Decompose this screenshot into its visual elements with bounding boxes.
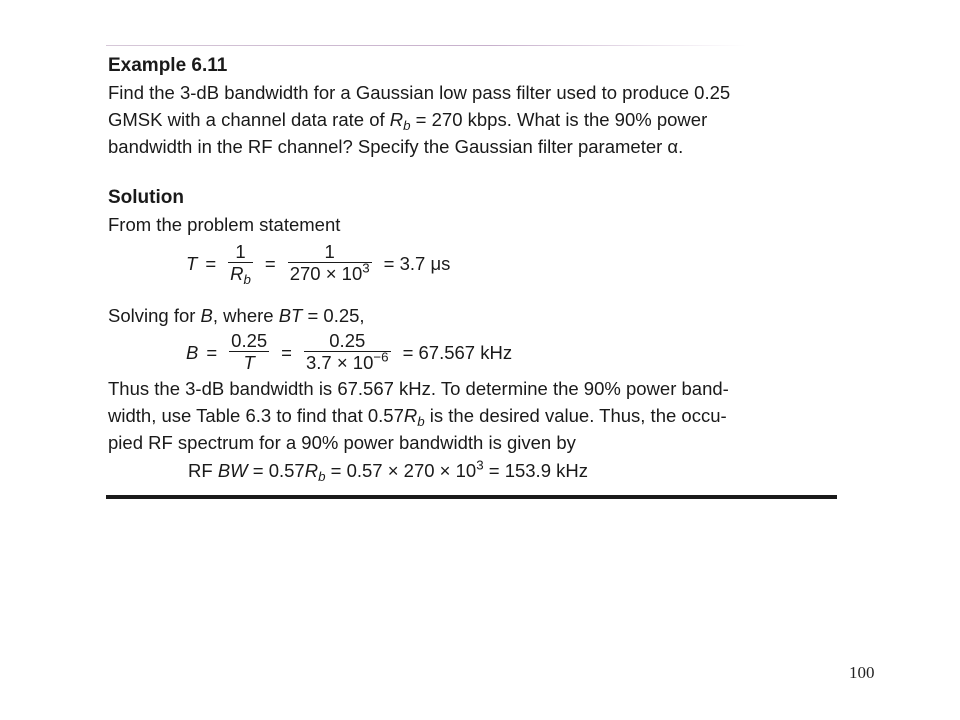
fraction: [228, 242, 253, 285]
thus-text: width, use Table 6.3 to find that 0.57: [108, 405, 404, 426]
top-rule: [106, 45, 746, 46]
solution-intro: From the problem statement: [108, 214, 341, 235]
eq-lhs: B: [186, 341, 199, 363]
solving-line: [108, 302, 838, 329]
problem-text: .: [678, 136, 684, 157]
eq-lhs: T: [186, 252, 198, 274]
eq-result: = 153.9 kHz: [483, 460, 588, 481]
fraction: [288, 242, 372, 285]
var-r: R: [230, 262, 244, 284]
problem-text: Find the 3-dB bandwidth for a Gaussian low pass filter used to produce 0.25: [108, 82, 731, 103]
equation-bandwidth: [108, 329, 838, 375]
solving-text: Solving for: [108, 305, 201, 326]
eq-text: = 0.57: [247, 460, 305, 481]
fraction: [304, 331, 391, 374]
solving-text: , where: [212, 305, 279, 326]
denominator: T: [243, 351, 255, 373]
eq-sign: =: [264, 252, 276, 274]
alpha-symbol: α: [667, 136, 679, 157]
thus-line-3: pied RF spectrum for a 90% power bandwidth is given by: [108, 432, 576, 453]
problem-line-3: [108, 133, 838, 160]
var-bt: BT: [278, 305, 303, 326]
problem-text: GMSK with a channel data rate of: [108, 109, 390, 130]
sub-b: b: [417, 413, 425, 429]
eq-result: = 67.567 kHz: [402, 341, 513, 363]
numerator: 0.25: [304, 331, 391, 352]
bottom-rule: [106, 495, 837, 499]
example-heading: Example 6.11: [108, 55, 228, 76]
problem-text: = 270 kbps. What is the 90% power: [410, 109, 708, 130]
page-number: 100: [849, 663, 875, 682]
eq-sign: =: [206, 341, 218, 363]
solving-text: = 0.25,: [302, 305, 365, 326]
thus-line-2: [108, 402, 838, 429]
var-bw: BW: [217, 460, 248, 481]
den-text: 3.7 × 10: [305, 351, 374, 373]
problem-text: bandwidth in the RF channel? Specify the Gaussian filter parameter: [108, 136, 668, 157]
denominator: [304, 349, 391, 374]
denominator: [228, 263, 253, 285]
sub-b: b: [403, 117, 411, 133]
exponent: 3: [476, 457, 484, 473]
numerator: 1: [288, 242, 372, 263]
problem-line-1: [108, 79, 838, 106]
exponent: 3: [362, 260, 370, 276]
eq-result: = 3.7 μs: [383, 252, 451, 274]
eq-sign: =: [281, 341, 292, 363]
var-b: B: [200, 305, 213, 326]
numerator: 1: [228, 242, 253, 263]
den-text: 270 × 10: [289, 262, 363, 284]
sub-b: b: [243, 271, 251, 287]
equation-period: [108, 238, 838, 288]
example-body: [108, 52, 838, 486]
exponent: −6: [373, 349, 389, 365]
thus-line-1: Thus the 3-dB bandwidth is 67.567 kHz. To determine the 90% power band-: [108, 378, 729, 399]
sub-b: b: [318, 468, 326, 484]
problem-line-2: [108, 106, 838, 133]
var-r: R: [403, 405, 418, 426]
equation-rf-bandwidth: [108, 456, 838, 486]
eq-text: = 0.57 × 270 × 10: [325, 460, 477, 481]
numerator: 0.25: [231, 329, 268, 351]
fraction: [229, 331, 269, 374]
eq-sign: =: [205, 252, 217, 274]
var-r: R: [304, 460, 319, 481]
denominator: [288, 260, 372, 285]
thus-text: is the desired value. Thus, the occu-: [424, 405, 727, 426]
rf-text: RF: [188, 460, 218, 481]
var-r: R: [389, 109, 404, 130]
solution-heading: Solution: [108, 187, 184, 208]
